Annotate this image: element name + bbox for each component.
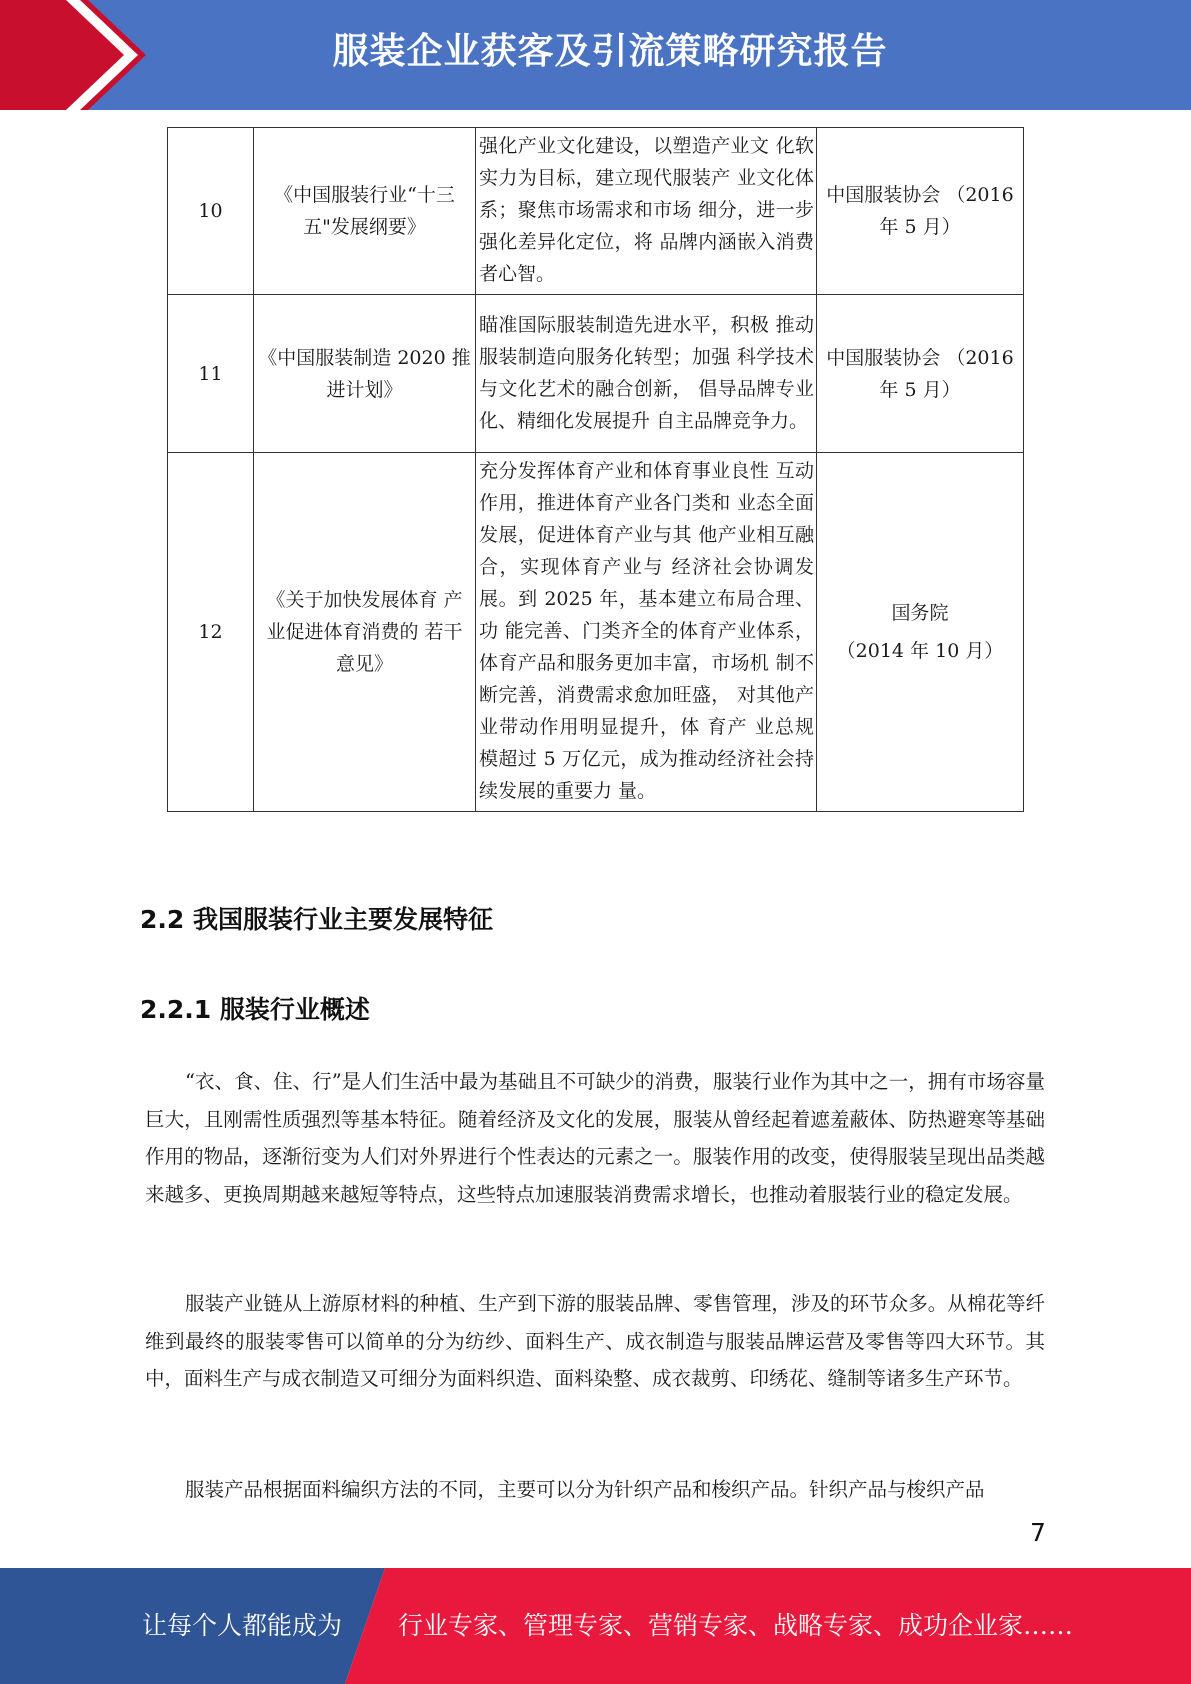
policy-table: [167, 127, 1024, 812]
page-number: 7: [1030, 1518, 1046, 1547]
row-number: 12: [168, 453, 254, 812]
policy-issuer: 中国服装协会 （2016 年 5 月）: [817, 295, 1024, 453]
policy-name: 《关于加快发展体育 产业促进体育消费的 若干意见》: [254, 453, 476, 812]
policy-name: 《中国服装行业“十三 五"发展纲要》: [254, 128, 476, 295]
policy-issuer: [817, 453, 1024, 812]
body-paragraph: 服装产业链从上游原材料的种植、生产到下游的服装品牌、零售管理，涉及的环节众多。从棉花等纤维到最终的服装零售可以简单的分为纺纱、面料生产、成衣制造与服装品牌运营及零售等四大环节。其中，面料生产与成衣制造又可细分为面料织造、面料染整、成衣裁剪、印绣花、缝制等诸多生产环节。: [145, 1292, 1045, 1390]
policy-issuer: 中国服装协会 （2016 年 5 月）: [817, 128, 1024, 295]
body-paragraph: 服装产品根据面料编织方法的不同，主要可以分为针织产品和梭织产品。针织产品与梭织产品: [185, 1478, 985, 1501]
report-title: 服装企业获客及引流策略研究报告: [332, 31, 888, 72]
issuer-date: （2014 年 10 月）: [836, 640, 1004, 662]
page-footer: [0, 1568, 1191, 1684]
table-row: [168, 453, 1024, 812]
issuer-org: 国务院: [891, 602, 949, 624]
footer-slogan-right: 行业专家、管理专家、营销专家、战略专家、成功企业家……: [398, 1611, 1074, 1640]
table-row: [168, 295, 1024, 453]
policy-description: 瞄准国际服装制造先进水平，积极 推动服装制造向服务化转型；加强 科学技术与文化艺术的融合创新， 倡导品牌专业化、精细化发展提升 自主品牌竞争力。: [476, 295, 817, 453]
page-header: [0, 0, 1191, 110]
policy-description: 强化产业文化建设，以塑造产业文 化软实力为目标，建立现代服装产 业文化体系；聚焦市场需求和市场 细分，进一步强化差异化定位，将 品牌内涵嵌入消费者心智。: [476, 128, 817, 295]
section-heading: 2.2 我国服装行业主要发展特征: [140, 905, 493, 934]
row-number: 11: [168, 295, 254, 453]
footer-slogan-left: 让每个人都能成为: [142, 1611, 343, 1640]
policy-name: 《中国服装制造 2020 推进计划》: [254, 295, 476, 453]
header-arrow-logo: [0, 0, 150, 110]
body-paragraph: “衣、食、住、行”是人们生活中最为基础且不可缺少的消费，服装行业作为其中之一，拥有市场容量巨大，且刚需性质强烈等基本特征。随着经济及文化的发展，服装从曾经起着遮羞蔽体、防热避寒等基础作用的物品，逐渐衍变为人们对外界进行个性表达的元素之一。服装作用的改变，使得服装呈现出品类越来越多、更换周期越来越短等特点，这些特点加速服装消费需求增长，也推动着服装行业的稳定发展。: [145, 1070, 1045, 1206]
policy-description: 充分发挥体育产业和体育事业良性 互动作用，推进体育产业各门类和 业态全面发展，促进体育产业与其 他产业相互融合，实现体育产业与 经济社会协调发展。到 2025 年，基本建立布局合理、功 能完善、门类齐全的体育产业体系， 体育产品和服务更加丰富，市场机 制不断完善，消费需求愈加旺盛， 对其他产业带动作用明显提升，体 育产 业总规模超过 5 万亿元，成为推动经济社会持续发展的重要力 量。: [476, 453, 817, 812]
subsection-heading: 2.2.1 服装行业概述: [140, 995, 370, 1024]
row-number: 10: [168, 128, 254, 295]
table-row: [168, 128, 1024, 295]
